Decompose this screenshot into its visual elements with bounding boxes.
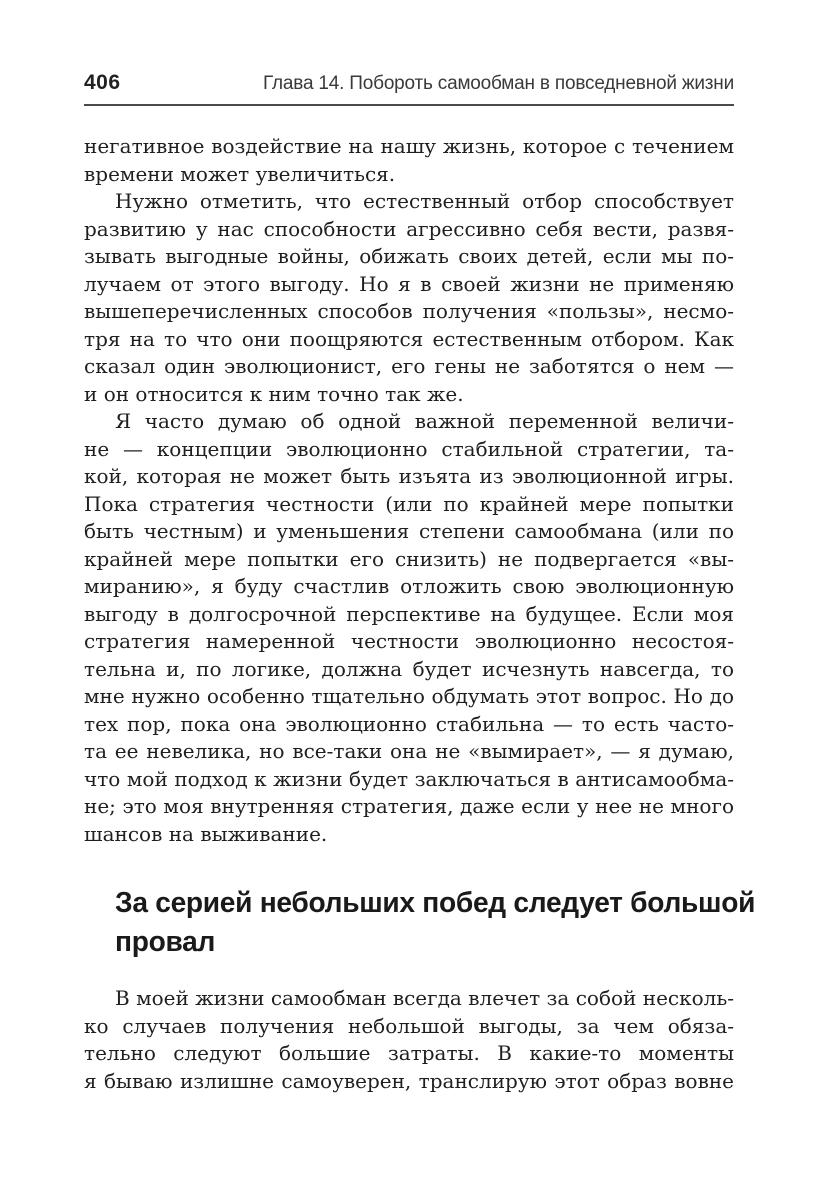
- page-header: [84, 71, 734, 106]
- text-line: выгоду в долгосрочной перспективе на будущее. Если моя: [84, 601, 734, 626]
- text-line: шансов на выживание.: [84, 821, 328, 846]
- text-line: не — концепции эволюционно стабильной стратегии, та-: [84, 436, 734, 461]
- text-line: развитию у нас способности агрессивно себя вести, развя-: [84, 216, 734, 241]
- running-title: Глава 14. Побороть самообман в повседневной жизни: [263, 73, 734, 94]
- text-line: тех пор, пока она эволюционно стабильна — то есть часто-: [84, 711, 734, 736]
- text-line: сказал один эволюционист, его гены не заботятся о нем —: [84, 354, 734, 378]
- text-line: В моей жизни самообман всегда влечет за собой несколь-: [115, 986, 734, 1010]
- text-line: Нужно отметить, что естественный отбор способствует: [115, 189, 734, 213]
- text-line: Пока стратегия честности (или по крайней мере попытки: [84, 491, 734, 516]
- text-line: мне нужно особенно тщательно обдумать этот вопрос. Но до: [84, 684, 734, 708]
- text-line: времени может увеличиться.: [84, 161, 396, 186]
- text-line: Я часто думаю об одной важной переменной величи-: [115, 409, 734, 433]
- text-line: тельна и, по логике, должна будет исчезнуть навсегда, то: [84, 656, 734, 681]
- text-line: ко случаев получения небольшой выгоды, за чем обяза-: [84, 1013, 734, 1038]
- section-heading: [115, 884, 775, 962]
- heading-line: За серией небольших побед следует большой: [115, 887, 756, 919]
- text-line: негативное воздействие на нашу жизнь, которое с течением: [84, 134, 734, 158]
- paragraph: [84, 133, 734, 188]
- text-line: миранию», я буду счастлив отложить свою эволюционную: [84, 574, 734, 598]
- text-line: быть честным) и уменьшения степени самообмана (или по: [84, 519, 734, 543]
- text-line: крайней мере попытки его снизить) не подвергается «вы-: [84, 546, 734, 571]
- text-line: стратегия намеренной честности эволюционно несостоя-: [84, 629, 734, 653]
- body-text-top: [84, 133, 734, 848]
- heading-line: провал: [115, 926, 216, 958]
- text-line: лучаем от этого выгоду. Но я в своей жизни не применяю: [84, 271, 734, 296]
- text-line: и он относится к ним точно так же.: [84, 381, 464, 406]
- text-line: зывать выгодные войны, обижать своих детей, если мы по-: [84, 244, 734, 268]
- text-line: та ее невелика, но все-таки она не «вымирает», — я думаю,: [84, 739, 734, 763]
- paragraph: [84, 408, 734, 848]
- text-line: тельно следуют большие затраты. В какие-то моменты: [84, 1041, 734, 1065]
- paragraph: [84, 188, 734, 408]
- text-line: вышеперечисленных способов получения «пользы», несмо-: [84, 299, 734, 323]
- page-number: 406: [84, 71, 121, 94]
- text-line: не; это моя внутренняя стратегия, даже если у нее не много: [84, 794, 734, 818]
- text-line: тря на то что они поощряются естественным отбором. Как: [84, 326, 734, 351]
- text-line: что мой подход к жизни будет заключаться в антисамообма-: [84, 766, 734, 791]
- body-text-bottom: [84, 985, 734, 1095]
- text-line: я бываю излишне самоуверен, транслирую этот образ вовне: [84, 1068, 734, 1093]
- paragraph: [84, 985, 734, 1095]
- text-line: кой, которая не может быть изъята из эволюционной игры.: [84, 464, 734, 488]
